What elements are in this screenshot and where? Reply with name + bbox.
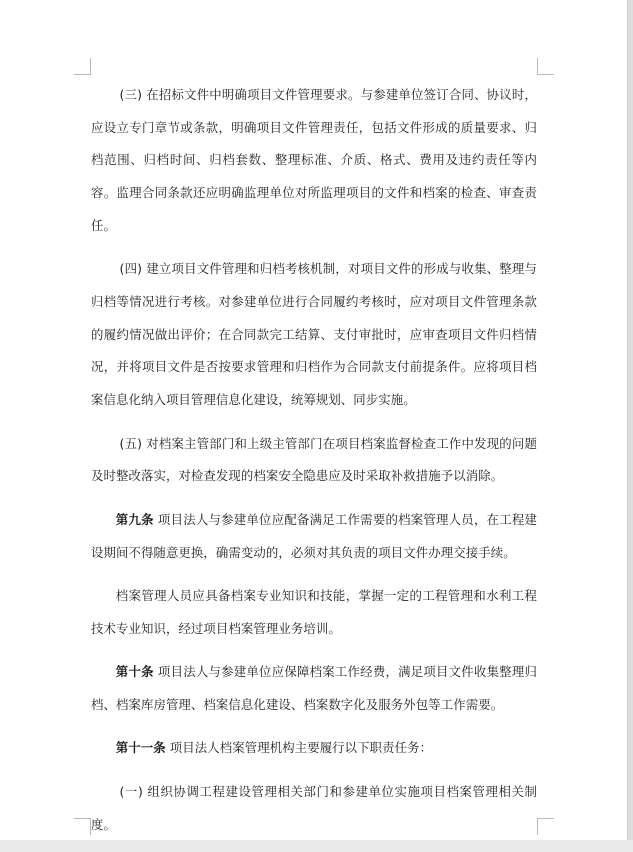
paragraph-article-10: 第十条 项目法人与参建单位应保障档案工作经费，满足项目文件收集整理归档、档案库房管理、档案信息化建设、档案数字化及服务外包等工作需要。 (91, 664, 537, 712)
margin-mark-bottom-right (537, 818, 554, 835)
article-heading: 第九条 (115, 511, 154, 527)
window-edge (628, 0, 633, 840)
paragraph-archivist-qualifications: 档案管理人员应具备档案专业知识和技能，掌握一定的工程管理和水利工程技术专业知识，经过项目档案管理业务培训。 (91, 588, 537, 636)
document-body[interactable] (91, 79, 537, 852)
paragraph-item-1: (一) 组织协调工程建设管理相关部门和参建单位实施项目档案管理相关制度。 (91, 783, 537, 832)
margin-mark-bottom-left (74, 818, 91, 835)
paragraph-item-3: (三) 在招标文件中明确项目文件管理要求。与参建单位签订合同、协议时，应设立专门章节或条款，明确项目文件管理责任，包括文件形成的质量要求、归档范围、归档时间、归档套数、整理标准、介质、格式、费用及违约责任等内容。监理合同条款还应明确监理单位对所监理项目的文件和档案的检查、审查责任。 (91, 87, 537, 233)
margin-mark-top-right (537, 58, 554, 75)
article-heading: 第十一条 (115, 740, 166, 756)
paragraph-item-4: (四) 建立项目文件管理和归档考核机制，对项目文件的形成与收集、整理与归档等情况进行考核。对参建单位进行合同履约考核时，应对项目文件管理条款的履约情况做出评价；在合同款完工结算、支付审批时，应审查项目文件归档情况，并将项目文件是否按要求管理和归档作为合同款支付前提条件。应将项目档案信息化纳入项目管理信息化建设，统筹规划、同步实施。 (91, 261, 537, 408)
paragraph-item-5: (五) 对档案主管部门和上级主管部门在项目档案监督检查工作中发现的问题及时整改落实，对检查发现的档案安全隐患应及时采取补救措施予以消除。 (91, 435, 537, 484)
margin-mark-top-left (74, 58, 91, 75)
paragraph-article-11: 第十一条 项目法人档案管理机构主要履行以下职责任务： (115, 740, 433, 756)
paragraph-article-9: 第九条 项目法人与参建单位应配备满足工作需要的档案管理人员，在工程建设期间不得随意更换，确需变动的，必须对其负责的项目文件办理交接手续。 (91, 511, 537, 560)
article-heading: 第十条 (115, 664, 154, 680)
